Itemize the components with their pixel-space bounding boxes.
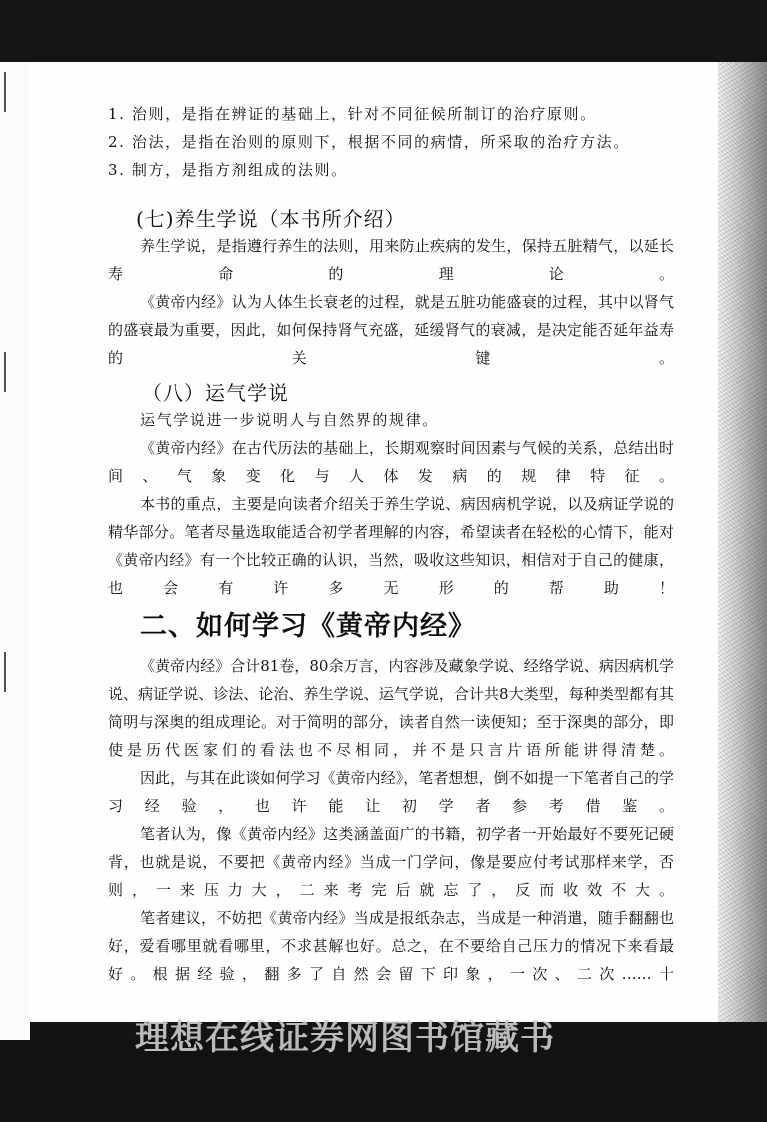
- section-heading-yunqi: （八）运气学说: [142, 381, 289, 405]
- library-watermark: 理想在线证券网图书馆藏书: [135, 1018, 555, 1058]
- paragraph: 本书的重点，主要是向读者介绍关于养生学说、病因病机学说，以及病证学说的精华部分。笔者尽量选取能适合初学者理解的内容，希望读者在轻松的心情下，能对《黄帝内经》有一个比较正确的认识，当然，吸收这些知识，相信对于自己的健康，也会有许多无形的帮助！: [108, 495, 674, 597]
- scan-top-border: [0, 0, 767, 62]
- paragraph: 《黄帝内经》合计81卷，80余万言，内容涉及藏象学说、经络学说、病因病机学说、病证学说、诊法、论治、养生学说、运气学说，合计共8大类型，每种类型都有其简明与深奥的组成理论。对于简明的部分，读者自然一读便知；至于深奥的部分，即使是历代医家们的看法也不尽相同，并不是只言片语所能讲得清楚。: [108, 657, 674, 759]
- paragraph: 养生学说，是指遵行养生的法则，用来防止疾病的发生，保持五脏精气，以延长寿命的理论。: [108, 237, 674, 283]
- paragraph: 运气学说进一步说明人与自然界的规律。: [140, 411, 439, 429]
- paragraph: 《黄帝内经》认为人体生长衰老的过程，就是五脏功能盛衰的过程，其中以肾气的盛衰最为重要，因此，如何保持肾气充盛，延缓肾气的衰减，是决定能否延年益寿的关键。: [108, 293, 674, 367]
- list-item: 3. 制方，是指方剂组成的法则。: [108, 161, 348, 179]
- paragraph: 《黄帝内经》在古代历法的基础上，长期观察时间因素与气候的关系，总结出时间、气象变化与人体发病的规律特征。: [108, 439, 674, 485]
- section8-body: [108, 406, 674, 602]
- section-heading-yangsheng: (七)养生学说（本书所介绍）: [136, 207, 406, 231]
- scan-left-margin: [0, 62, 30, 1062]
- section7-body: [108, 232, 674, 372]
- chapter-title: 二、如何学习《黄帝内经》: [140, 611, 476, 642]
- paragraph: 笔者建议，不妨把《黄帝内经》当成是报纸杂志，当成是一种消遣，随手翻翻也好，爱看哪里就看哪里，不求甚解也好。总之，在不要给自己压力的情况下来看最好。根据经验，翻多了自然会留下印象，一次、二次……十: [108, 909, 674, 983]
- chapter2-body: [108, 652, 674, 988]
- scan-right-edge-noise: [718, 62, 767, 1022]
- list-item: 1. 治则，是指在辨证的基础上，针对不同征候所制订的治疗原则。: [108, 105, 597, 123]
- margin-mark: [4, 352, 6, 392]
- rule-list: [108, 100, 674, 184]
- margin-mark: [4, 72, 6, 112]
- paragraph: 因此，与其在此谈如何学习《黄帝内经》，笔者想想，倒不如提一下笔者自己的学习经验，也许能让初学者参考借鉴。: [108, 769, 674, 815]
- list-item: 2. 治法，是指在治则的原则下，根据不同的病情，所采取的治疗方法。: [108, 133, 630, 151]
- margin-mark: [4, 652, 6, 692]
- paragraph: 笔者认为，像《黄帝内经》这类涵盖面广的书籍，初学者一开始最好不要死记硬背，也就是说，不要把《黄帝内经》当成一门学问，像是要应付考试那样来学，否则，一来压力大，二来考完后就忘了，反而收效不大。: [108, 825, 674, 899]
